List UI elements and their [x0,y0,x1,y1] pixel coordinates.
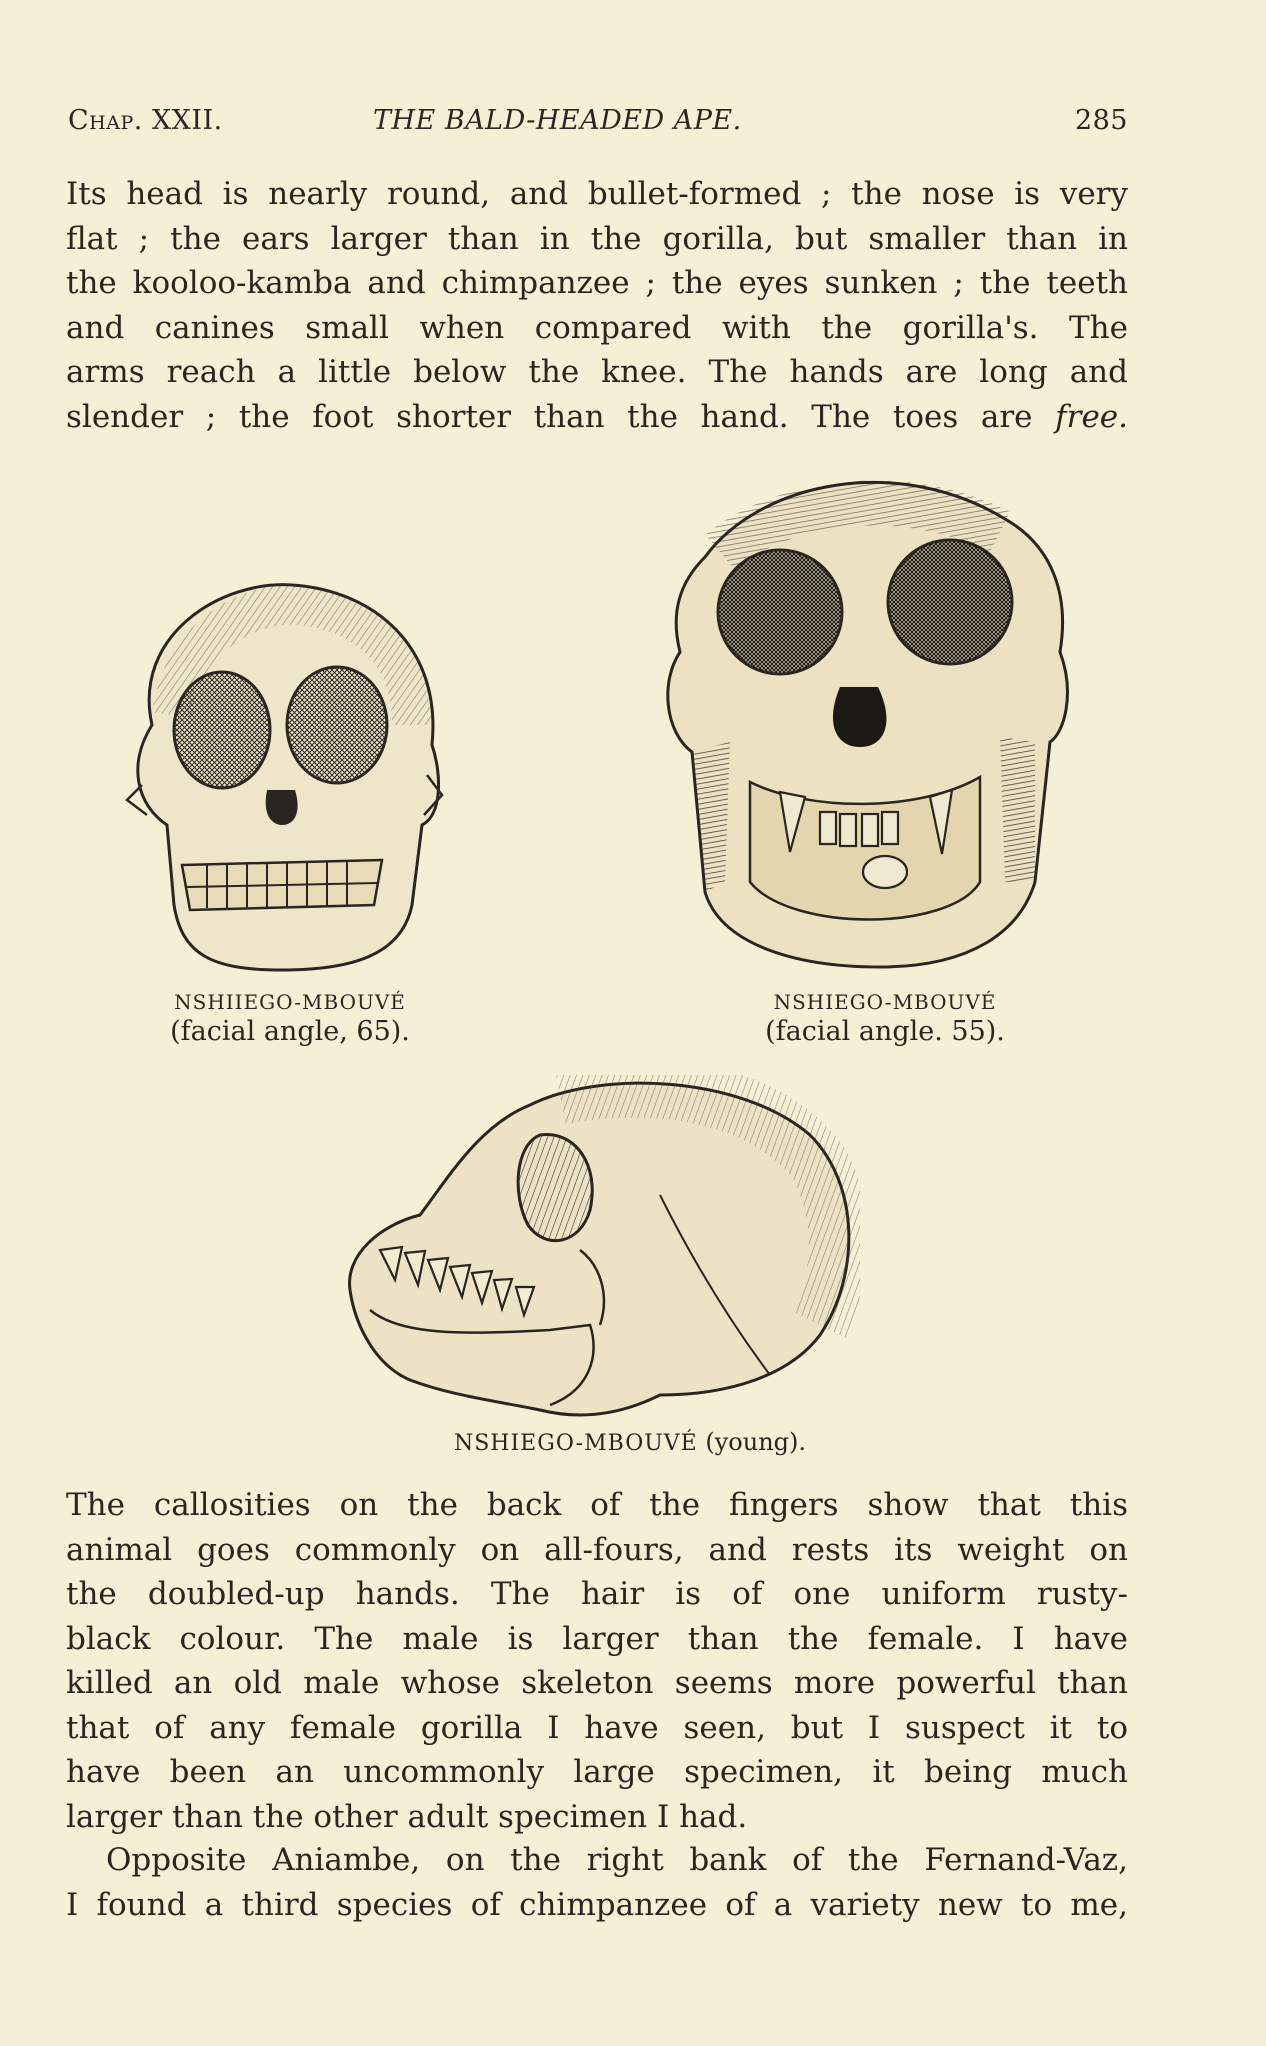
text-line: Opposite Aniambe, on the right bank of the Fernand-Vaz, [106,1842,1128,1878]
text-line: larger than the other adult specimen I had. [66,1798,748,1835]
skull-front-large-illustration [650,462,1075,972]
text-line-part: slender ; the foot shorter than the hand. The toes are [66,398,1033,435]
text-line: flat ; the ears larger than in the gorilla, but smaller than in [66,220,1128,257]
caption-skull-profile [370,1428,890,1456]
text-line: Its head is nearly round, and bullet-formed ; the nose is very [66,176,1128,212]
text-line: have been an uncommonly large specimen, it being much [66,1754,1128,1790]
text-line: animal goes commonly on all-fours, and rests its weight on [66,1531,1128,1568]
text-line: the doubled-up hands. The hair is of one uniform rusty- [66,1576,1128,1612]
text-line-with-italic [66,395,1128,440]
chapter-title: THE BALD-HEADED APE. [373,105,742,136]
skull-profile-illustration [340,1075,860,1420]
chapter-label: Chap. XXII. [68,105,223,136]
caption-name: NSHIEGO-MBOUVÉ [773,990,997,1014]
text-line: that of any female gorilla I have seen, but I suspect it to [66,1709,1128,1746]
text-line: I found a third species of chimpanzee of a variety new to me, [66,1886,1128,1923]
caption-name: NSHIEGO-MBOUVÉ [453,1431,698,1456]
text-line: and canines small when compared with the gorilla's. The [66,309,1128,346]
text-line: The callosities on the back of the fingers show that this [66,1487,1128,1523]
italic-word: free. [1055,398,1128,435]
paragraph-3 [66,1838,1128,1927]
caption-subtitle: (facial angle, 65). [170,1016,410,1047]
text-line: black colour. The male is larger than the female. I have [66,1620,1128,1657]
paragraph-2 [66,1483,1128,1839]
page-number: 285 [1074,105,1128,136]
skull-front-small-illustration [112,575,452,975]
paragraph-1 [66,172,1128,439]
text-line: arms reach a little below the knee. The hands are long and [66,354,1128,390]
caption-name: NSHIIEGO-MBOUVÉ [174,990,406,1014]
caption-skull-front-large [705,990,1065,1047]
running-head [68,105,1132,145]
caption-skull-front-small [120,990,460,1047]
caption-subtitle: (young). [705,1428,806,1456]
text-line: killed an old male whose skeleton seems more powerful than [66,1665,1128,1701]
caption-subtitle: (facial angle. 55). [765,1016,1005,1047]
text-line: the kooloo-kamba and chimpanzee ; the eyes sunken ; the teeth [66,265,1128,301]
